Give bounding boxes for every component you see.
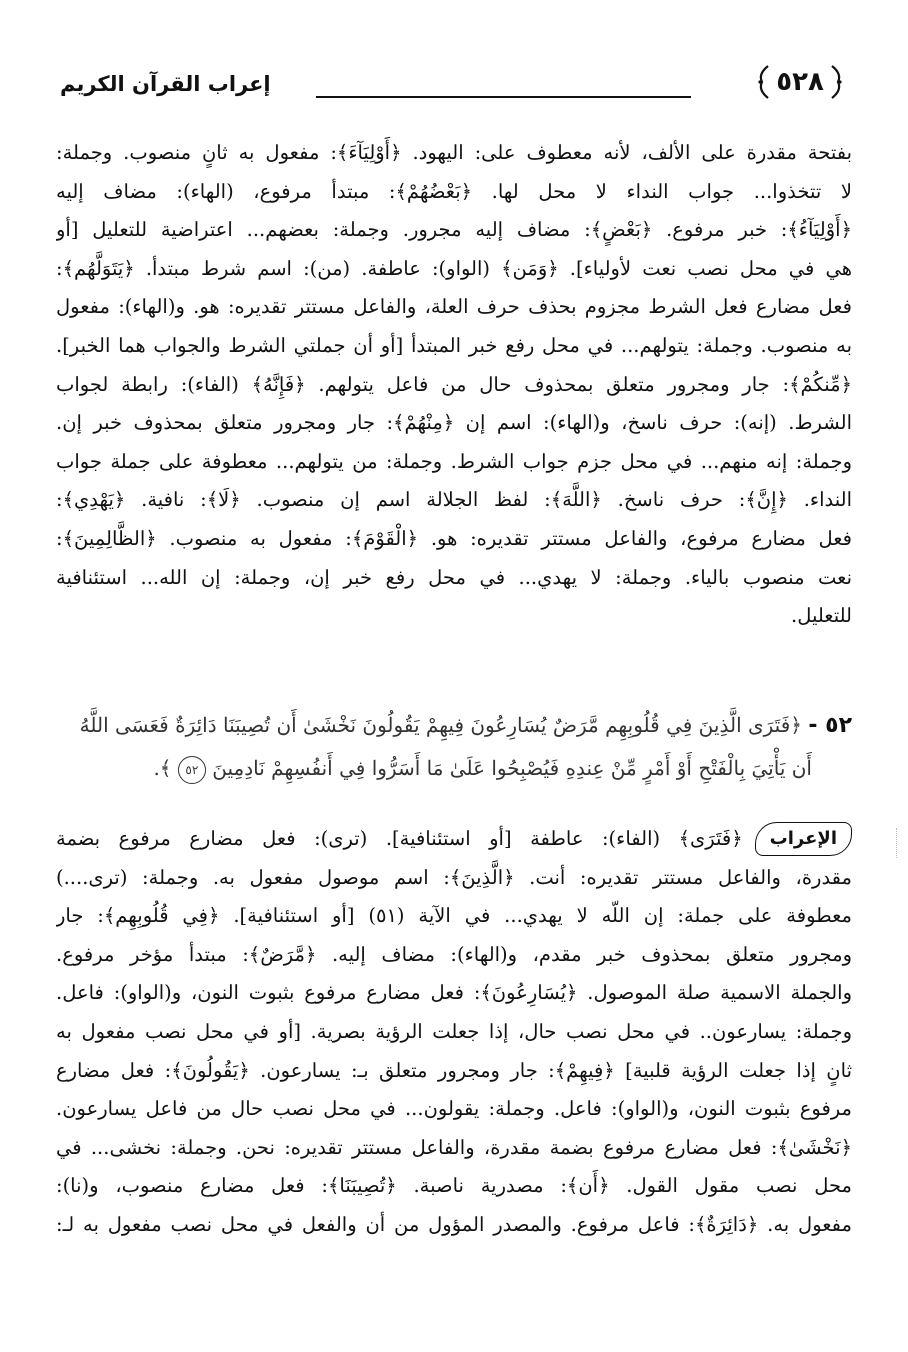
text-line: للتعليل. <box>791 604 852 628</box>
text-line: وجملة: يسارعون.. في محل نصب حال، إذا جعلت الرؤية بصرية. [أو في محل نصب مفعول به <box>56 1019 852 1043</box>
text-line: بفتحة مقدرة على الألف، لأنه معطوف على: اليهود. ﴿أَوْلِيَآءَ﴾: مفعول به ثانٍ منصوب. وجملة: <box>56 141 852 164</box>
scan-edge-mark <box>896 828 905 858</box>
text-line: ومجرور متعلق بمحذوف خبر مقدم، و(الهاء): مضاف إليه. ﴿مَّرَضٌ﴾: مبتدأ مؤخر مرفوع. <box>56 942 852 966</box>
verse-text: أَن يَأْتِيَ بِالْفَتْحِ أَوْ أَمْرٍ مِّنْ عِندِهِ فَيُصْبِحُوا عَلَىٰ مَا أَسَرُّوا فِي أَنفُسِهِمْ نَادِمِينَ <box>212 756 812 780</box>
text-line: مفعول به. ﴿دَائِرَةٌ﴾: فاعل مرفوع. والمصدر المؤول من أن والفعل في محل نصب مفعول به لـ: <box>56 1212 852 1236</box>
text-line: والجملة الاسمية صلة الموصول. ﴿يُسَارِعُونَ﴾: فعل مضارع مرفوع بثبوت النون، و(الواو): فاعل. <box>56 981 852 1005</box>
text-line: محل نصب مقول القول. ﴿أَن﴾: مصدرية ناصبة. ﴿تُصِيبَنَا﴾: فعل مضارع منصوب، و(نا): <box>56 1174 852 1198</box>
text-line: وجملة: إنه منهم... في محل جزم جواب الشرط. وجملة: من يتولهم... معطوفة على جملة جواب <box>56 449 852 473</box>
text-line: هي في محل نصب نعت لأولياء]. ﴿وَمَن﴾ (الواو): عاطفة. (من): اسم شرط مبتدأ. ﴿يَتَوَلَّهُم﴾: <box>56 256 852 280</box>
text-line: مقدرة، والفاعل مستتر تقديره: أنت. ﴿الَّذِينَ﴾: اسم موصول مفعول به. وجملة: (ترى....) <box>56 865 852 889</box>
text-line: ﴿مِّنكُمْ﴾: جار ومجرور متعلق بمحذوف حال من فاعل يتولهم. ﴿فَإِنَّهُ﴾ (الفاء): رابطة لجواب <box>56 372 852 396</box>
text-line: لا تتخذوا... جواب النداء لا محل لها. ﴿بَعْضُهُمْ﴾: مبتدأ مرفوع، (الهاء): مضاف إليه <box>56 179 852 203</box>
verse-text: ﴿فَتَرَى الَّذِينَ فِي قُلُوبِهِم مَّرَضٌ يُسَارِعُونَ فِيهِمْ يَقُولُونَ نَخْشَىٰ أَن تُصِيبَنَا دَائِرَةٌ فَعَسَى اللَّهُ <box>79 713 802 737</box>
verse-number: ٥٢ - <box>808 713 852 738</box>
text-line: فعل مضارع مرفوع، والفاعل مستتر تقديره: هو. ﴿الْقَوْمَ﴾: مفعول به منصوب. ﴿الظَّالِمِينَ﴾: <box>56 526 852 550</box>
text-line: مرفوع بثبوت النون، و(الواو): فاعل. وجملة: يقولون... في محل نصب حال من فاعل يسارعون. <box>56 1097 852 1121</box>
verse-closing: ﴾. <box>153 756 172 780</box>
text-line: ﴿أَوْلِيَآءُ﴾: خبر مرفوع. ﴿بَعْضٍ﴾: مضاف إليه مجرور. وجملة: بعضهم... اعتراضية للتعليل [أو <box>56 218 852 242</box>
commentary-block-top <box>56 134 852 636</box>
page-header <box>56 62 846 112</box>
text-line: فعل مضارع فعل الشرط مجزوم بحذف حرف العلة، والفاعل مستتر تقديره: هو. و(الهاء): مفعول <box>56 295 852 319</box>
text-line: ﴿نَخْشَىٰ﴾: فعل مضارع مرفوع بضمة مقدرة، والفاعل مستتر تقديره: نحن. وجملة: نخشى... في <box>56 1135 852 1159</box>
page-number: ٥٢٨ <box>776 67 824 97</box>
text-line: النداء. ﴿إِنَّ﴾: حرف ناسخ. ﴿اللَّهَ﴾: لفظ الجلالة اسم إن منصوب. ﴿لَا﴾: نافية. ﴿يَهْدِي﴾: <box>56 488 852 512</box>
book-title: إعراب القرآن الكريم <box>60 72 271 96</box>
page-number-frame <box>754 62 846 102</box>
ayah-number-marker: ٥٢ <box>178 756 206 784</box>
header-divider <box>316 96 691 98</box>
text-line: ثانٍ إذا جعلت الرؤية قلبية] ﴿فِيهِمْ﴾: جار ومجرور متعلق بـ: يسارعون. ﴿يَقُولُونَ﴾: فعل مضارع <box>56 1058 852 1082</box>
text-line: معطوفة على جملة: إن اللّه لا يهدي... في الآية (٥١) [أو استئنافية]. ﴿فِي قُلُوبِهِم﴾: جار <box>56 904 852 928</box>
text-line: ﴿فَتَرَى﴾ (الفاء): عاطفة [أو استئنافية]. (ترى): فعل مضارع مرفوع بضمة <box>56 827 743 850</box>
verse-line <box>56 747 852 789</box>
text-line: الشرط. (إنه): حرف ناسخ، و(الهاء): اسم إن ﴿مِنْهُمْ﴾: جار ومجرور متعلق بمحذوف خبر إن. <box>56 411 852 435</box>
irab-section <box>56 820 852 1245</box>
verse-line <box>56 704 852 747</box>
text-line: به منصوب. وجملة: يتولهم... في محل رفع خبر المبتدأ [أو أن جملتي الشرط والجواب هما الخبر]. <box>56 333 852 357</box>
irab-badge: الإعراب <box>755 822 852 856</box>
text-line: نعت منصوب بالياء. وجملة: لا يهدي... في محل رفع خبر إن، وجملة: إن الله... استئنافية <box>56 565 852 589</box>
quran-verse <box>56 704 852 789</box>
